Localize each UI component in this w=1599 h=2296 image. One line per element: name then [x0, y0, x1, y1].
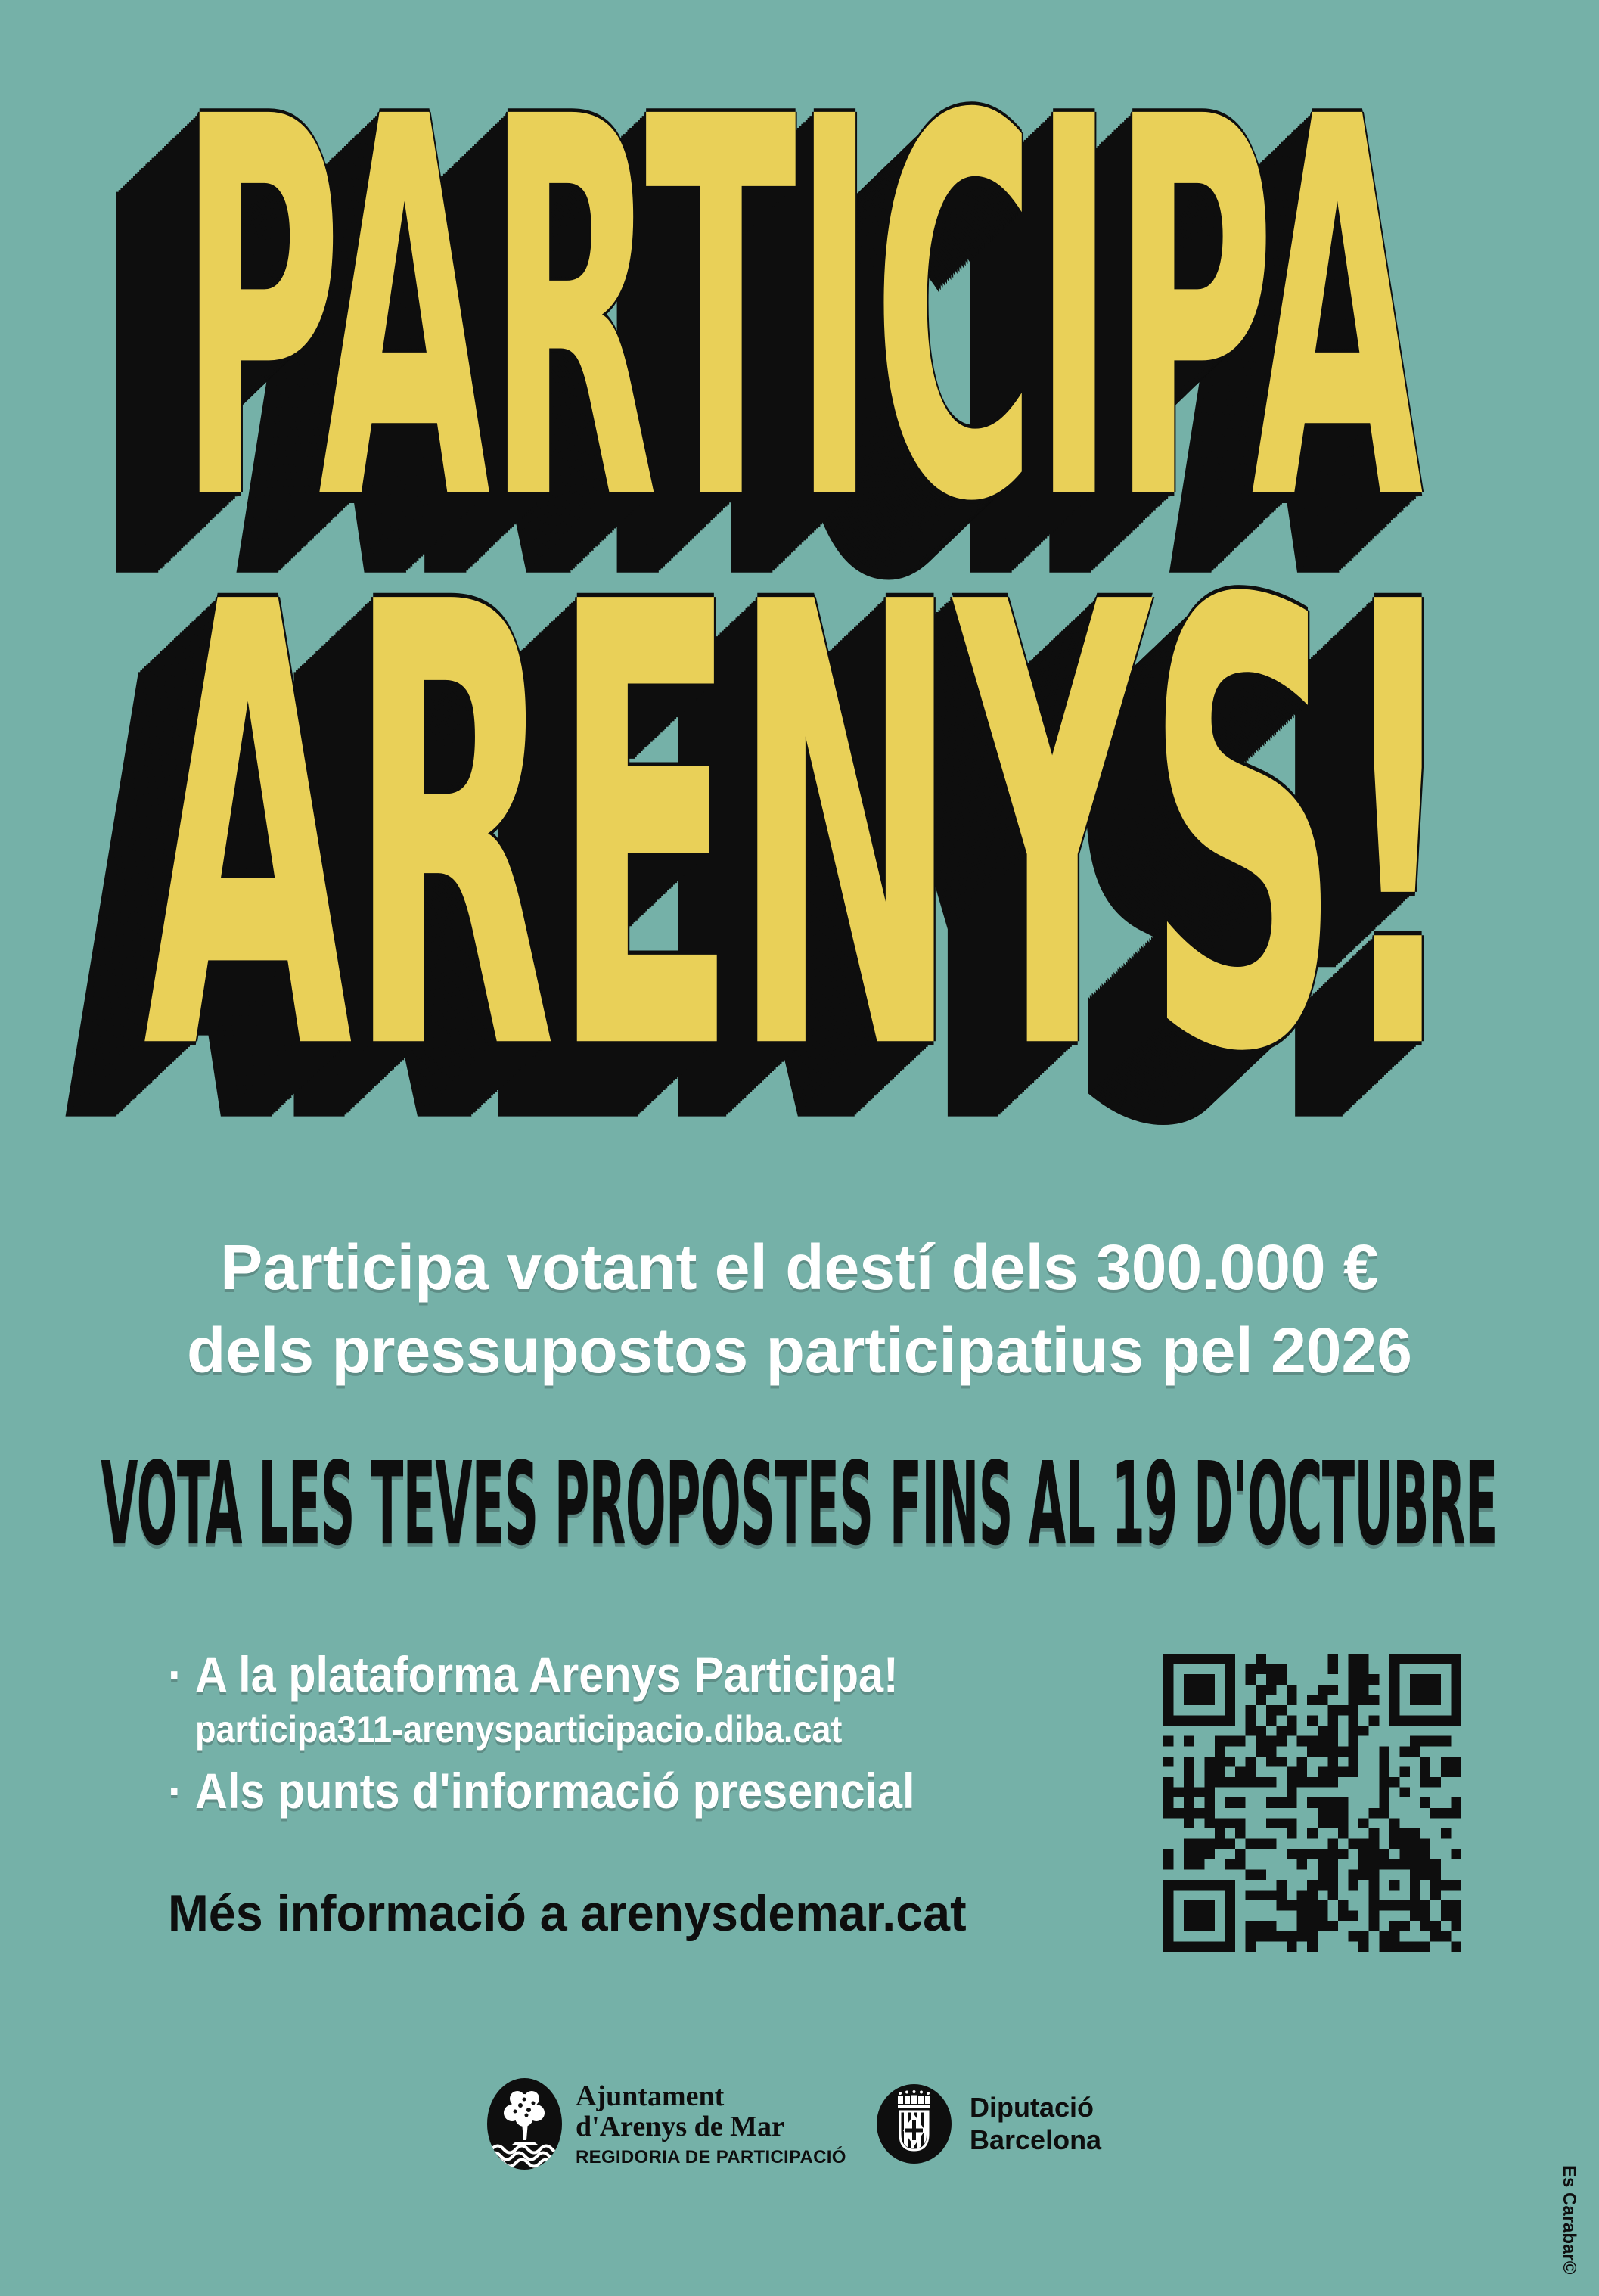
ajuntament-department: REGIDORIA DE PARTICIPACIÓ [576, 2147, 846, 2168]
qr-code-icon [1163, 1654, 1461, 1952]
bullet-marker: · [168, 1646, 183, 1702]
diputacio-name [970, 2092, 1101, 2156]
diputacio-name-line2: Barcelona [970, 2124, 1102, 2155]
headline-row-arenys [0, 476, 1599, 1185]
deadline-headline: VOTA LES TEVES PROPOSTES FINS AL 19 D'OCTUBRE [101, 1440, 1498, 1572]
subtitle-line-1: Participa votant el destí dels 300.000 € [220, 1232, 1379, 1303]
arenys-coat-of-arms-icon [487, 2078, 562, 2170]
bullet-item-plataforma [168, 1646, 899, 1704]
bullet-label-punts-informacio: Als punts d'informació presencial [194, 1763, 915, 1819]
headline-participa: PARTICIPA [179, 8, 1420, 617]
subtitle-line-2: dels pressupostos participatius pel 2026 [187, 1315, 1412, 1386]
subtitle [0, 1226, 1599, 1392]
diputacio-name-line1: Diputació [970, 2092, 1094, 2124]
deadline-row [0, 1440, 1599, 1572]
footer-logo-ajuntament [487, 2078, 846, 2170]
diputacio-barcelona-emblem-icon [877, 2084, 952, 2164]
more-info-text: Més informació a arenysdemar.cat [168, 1884, 967, 1942]
bullet-sublink-url: participa311-arenysparticipacio.diba.cat [195, 1708, 843, 1751]
ajuntament-name [576, 2081, 846, 2142]
bullet-label-plataforma: A la plataforma Arenys Participa! [194, 1646, 899, 1702]
headline-arenys: ARENYS! [143, 476, 1456, 1185]
ajuntament-name-line2: d'Arenys de Mar [576, 2111, 784, 2142]
bullet-item-punts-informacio [168, 1763, 915, 1820]
footer-logo-diputacio [877, 2084, 1101, 2164]
bullet-marker: · [168, 1763, 183, 1819]
credit-text: Es Carabar© [1559, 2165, 1579, 2275]
ajuntament-name-line1: Ajuntament [576, 2080, 725, 2112]
headline-row-participa [0, 8, 1599, 617]
